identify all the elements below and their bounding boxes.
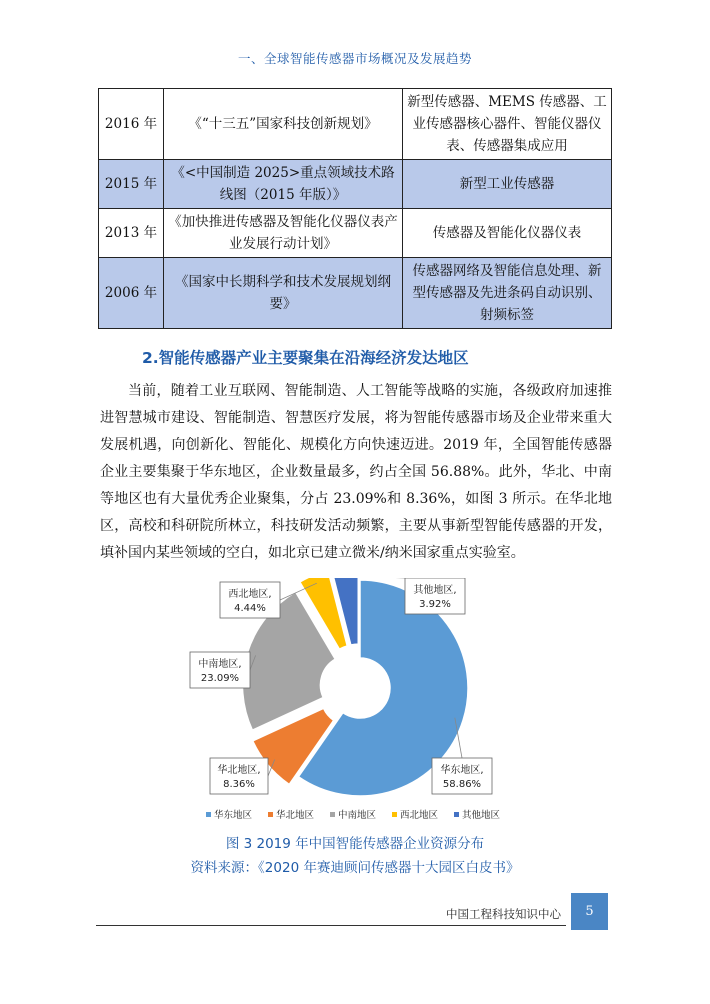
plan-cell: 《加快推进传感器及智能化仪器仪表产业发展行动计划》: [164, 209, 403, 258]
focus-cell: 传感器及智能化仪器仪表: [403, 209, 612, 258]
legend-swatch-other: [454, 812, 459, 817]
data-label-central: 23.09%: [200, 673, 240, 684]
plan-cell: 《<中国制造 2025>重点领域技术路线图（2015 年版）》: [164, 160, 403, 209]
data-label-northwest: 西北地区,: [228, 589, 272, 600]
focus-cell: 传感器网络及智能信息处理、新型传感器及先进条码自动识别、射频标签: [403, 258, 612, 329]
figure-caption: 图 3 2019 年中国智能传感器企业资源分布: [225, 836, 485, 852]
table-row: [99, 258, 612, 329]
running-header: 一、全球智能传感器市场概况及发展趋势: [237, 51, 472, 66]
data-label-north: 华北地区,: [217, 765, 261, 776]
data-label-central: 中南地区,: [198, 659, 242, 670]
policy-table: [98, 88, 612, 329]
section-heading: 2.智能传感器产业主要聚集在沿海经济发达地区: [142, 349, 469, 367]
focus-cell: 新型工业传感器: [403, 160, 612, 209]
year-cell: 2006 年: [99, 258, 164, 329]
body-paragraph: 当前，随着工业互联网、智能制造、人工智能等战略的实施，各级政府加速推进智慧城市建设、智能制造、智慧医疗发展，将为智能传感器市场及企业带来重大发展机遇，向创新化、智能化、规模化方向快速迈进。2019 年，全国智能传感器企业主要集聚于华东地区，企业数量最多，约占全国 56.88%。此外，华北、中南等地区也有大量优秀企业聚集，分占 23.09%和 8.36%，如图 3 所示。在华北地区，高校和科研院所林立，科技研发活动频繁，主要从事新型智能传感器的开发，填补国内某些领域的空白，如北京已建立微米/纳米国家重点实验室。: [100, 383, 612, 561]
figure-source: 资料来源：《2020 年赛迪顾问传感器十大园区白皮书》: [190, 860, 520, 876]
table-row: [99, 89, 612, 160]
donut-chart: [180, 578, 530, 828]
footer-org: 中国工程科技知识中心: [446, 907, 561, 921]
focus-cell: 新型传感器、MEMS 传感器、工业传感器核心器件、智能仪器仪表、传感器集成应用: [403, 89, 612, 160]
year-cell: 2016 年: [99, 89, 164, 160]
data-label-east: 58.86%: [442, 779, 482, 790]
table-row: [99, 209, 612, 258]
legend-swatch-northwest: [392, 812, 397, 817]
legend-swatch-east: [206, 812, 211, 817]
legend-swatch-north: [268, 812, 273, 817]
data-label-east: 华东地区,: [440, 765, 484, 776]
legend-swatch-central: [330, 812, 335, 817]
legend-label-east: 华东地区: [214, 810, 253, 821]
table-row: [99, 160, 612, 209]
data-label-northwest: 4.44%: [234, 603, 266, 614]
page-number: 5: [571, 893, 608, 930]
data-label-north: 8.36%: [223, 779, 255, 790]
plan-cell: 《国家中长期科学和技术发展规划纲要》: [164, 258, 403, 329]
legend-label-northwest: 西北地区: [400, 810, 439, 821]
legend-label-north: 华北地区: [276, 810, 315, 821]
year-cell: 2013 年: [99, 209, 164, 258]
plan-cell: 《“十三五”国家科技创新规划》: [164, 89, 403, 160]
data-label-other: 其他地区,: [413, 585, 457, 596]
footer-rule: [96, 925, 566, 926]
legend-label-central: 中南地区: [338, 810, 377, 821]
year-cell: 2015 年: [99, 160, 164, 209]
data-label-other: 3.92%: [419, 599, 451, 610]
legend-label-other: 其他地区: [462, 810, 501, 821]
